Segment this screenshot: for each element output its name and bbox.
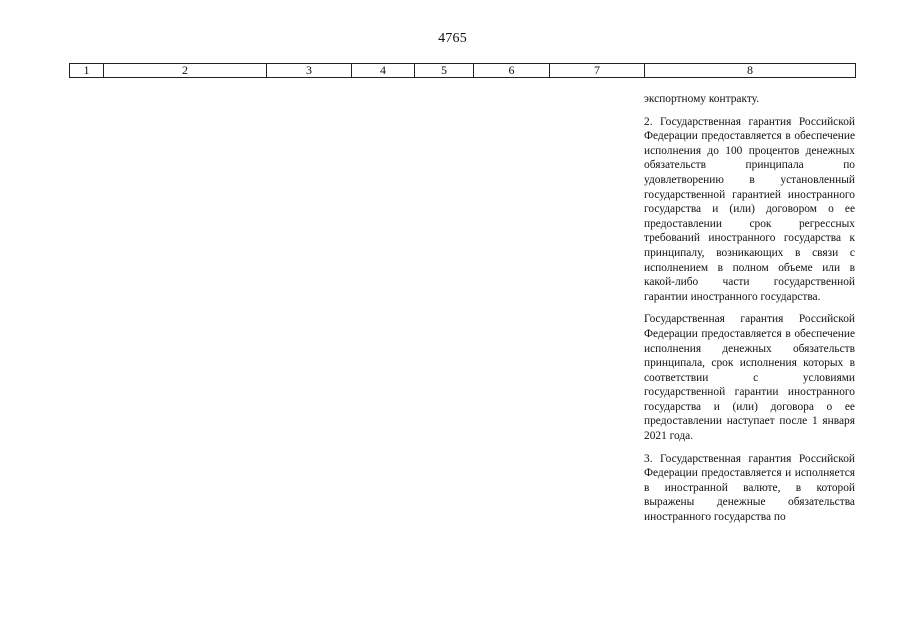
column-number-cell: 5 <box>415 64 474 78</box>
column-number-cell: 3 <box>267 64 352 78</box>
page-number: 4765 <box>438 31 467 46</box>
column-number-row <box>70 64 856 78</box>
column-number-header-table <box>69 63 856 78</box>
paragraph: 3. Государственная гарантия Российской Федерации предоставляется и исполняется в иностранной валюте, в которой выражены денежные обязательства иностранного государства по <box>644 452 855 524</box>
column-number-cell: 4 <box>352 64 415 78</box>
column-number-cell: 2 <box>104 64 267 78</box>
paragraph: Государственная гарантия Российской Федерации предоставляется в обеспечение исполнения денежных обязательств принципала, срок исполнения которых в соответствии с условиями государственной гарантии иностранного государства и (или) договора о ее предоставлении наступает после 1 января 2021 года. <box>644 313 855 443</box>
paragraph: 2. Государственная гарантия Российской Федерации предоставляется в обеспечение исполнения до 100 процентов денежных обязательств принципала по удовлетворению в установленный государственной гарантией иностранного государства и (или) договором о ее предоставлении срок регрессных требований иностранного государства к принципалу, возникающих в связи с исполнением в полном объеме или в какой-либо части государственной гарантии иностранного государства. <box>644 115 855 303</box>
column-number-cell: 7 <box>550 64 645 78</box>
column-8-text <box>644 92 855 533</box>
paragraph: экспортному контракту. <box>644 93 760 105</box>
column-number-cell: 8 <box>645 64 856 78</box>
column-number-cell: 1 <box>70 64 104 78</box>
column-number-cell: 6 <box>474 64 550 78</box>
